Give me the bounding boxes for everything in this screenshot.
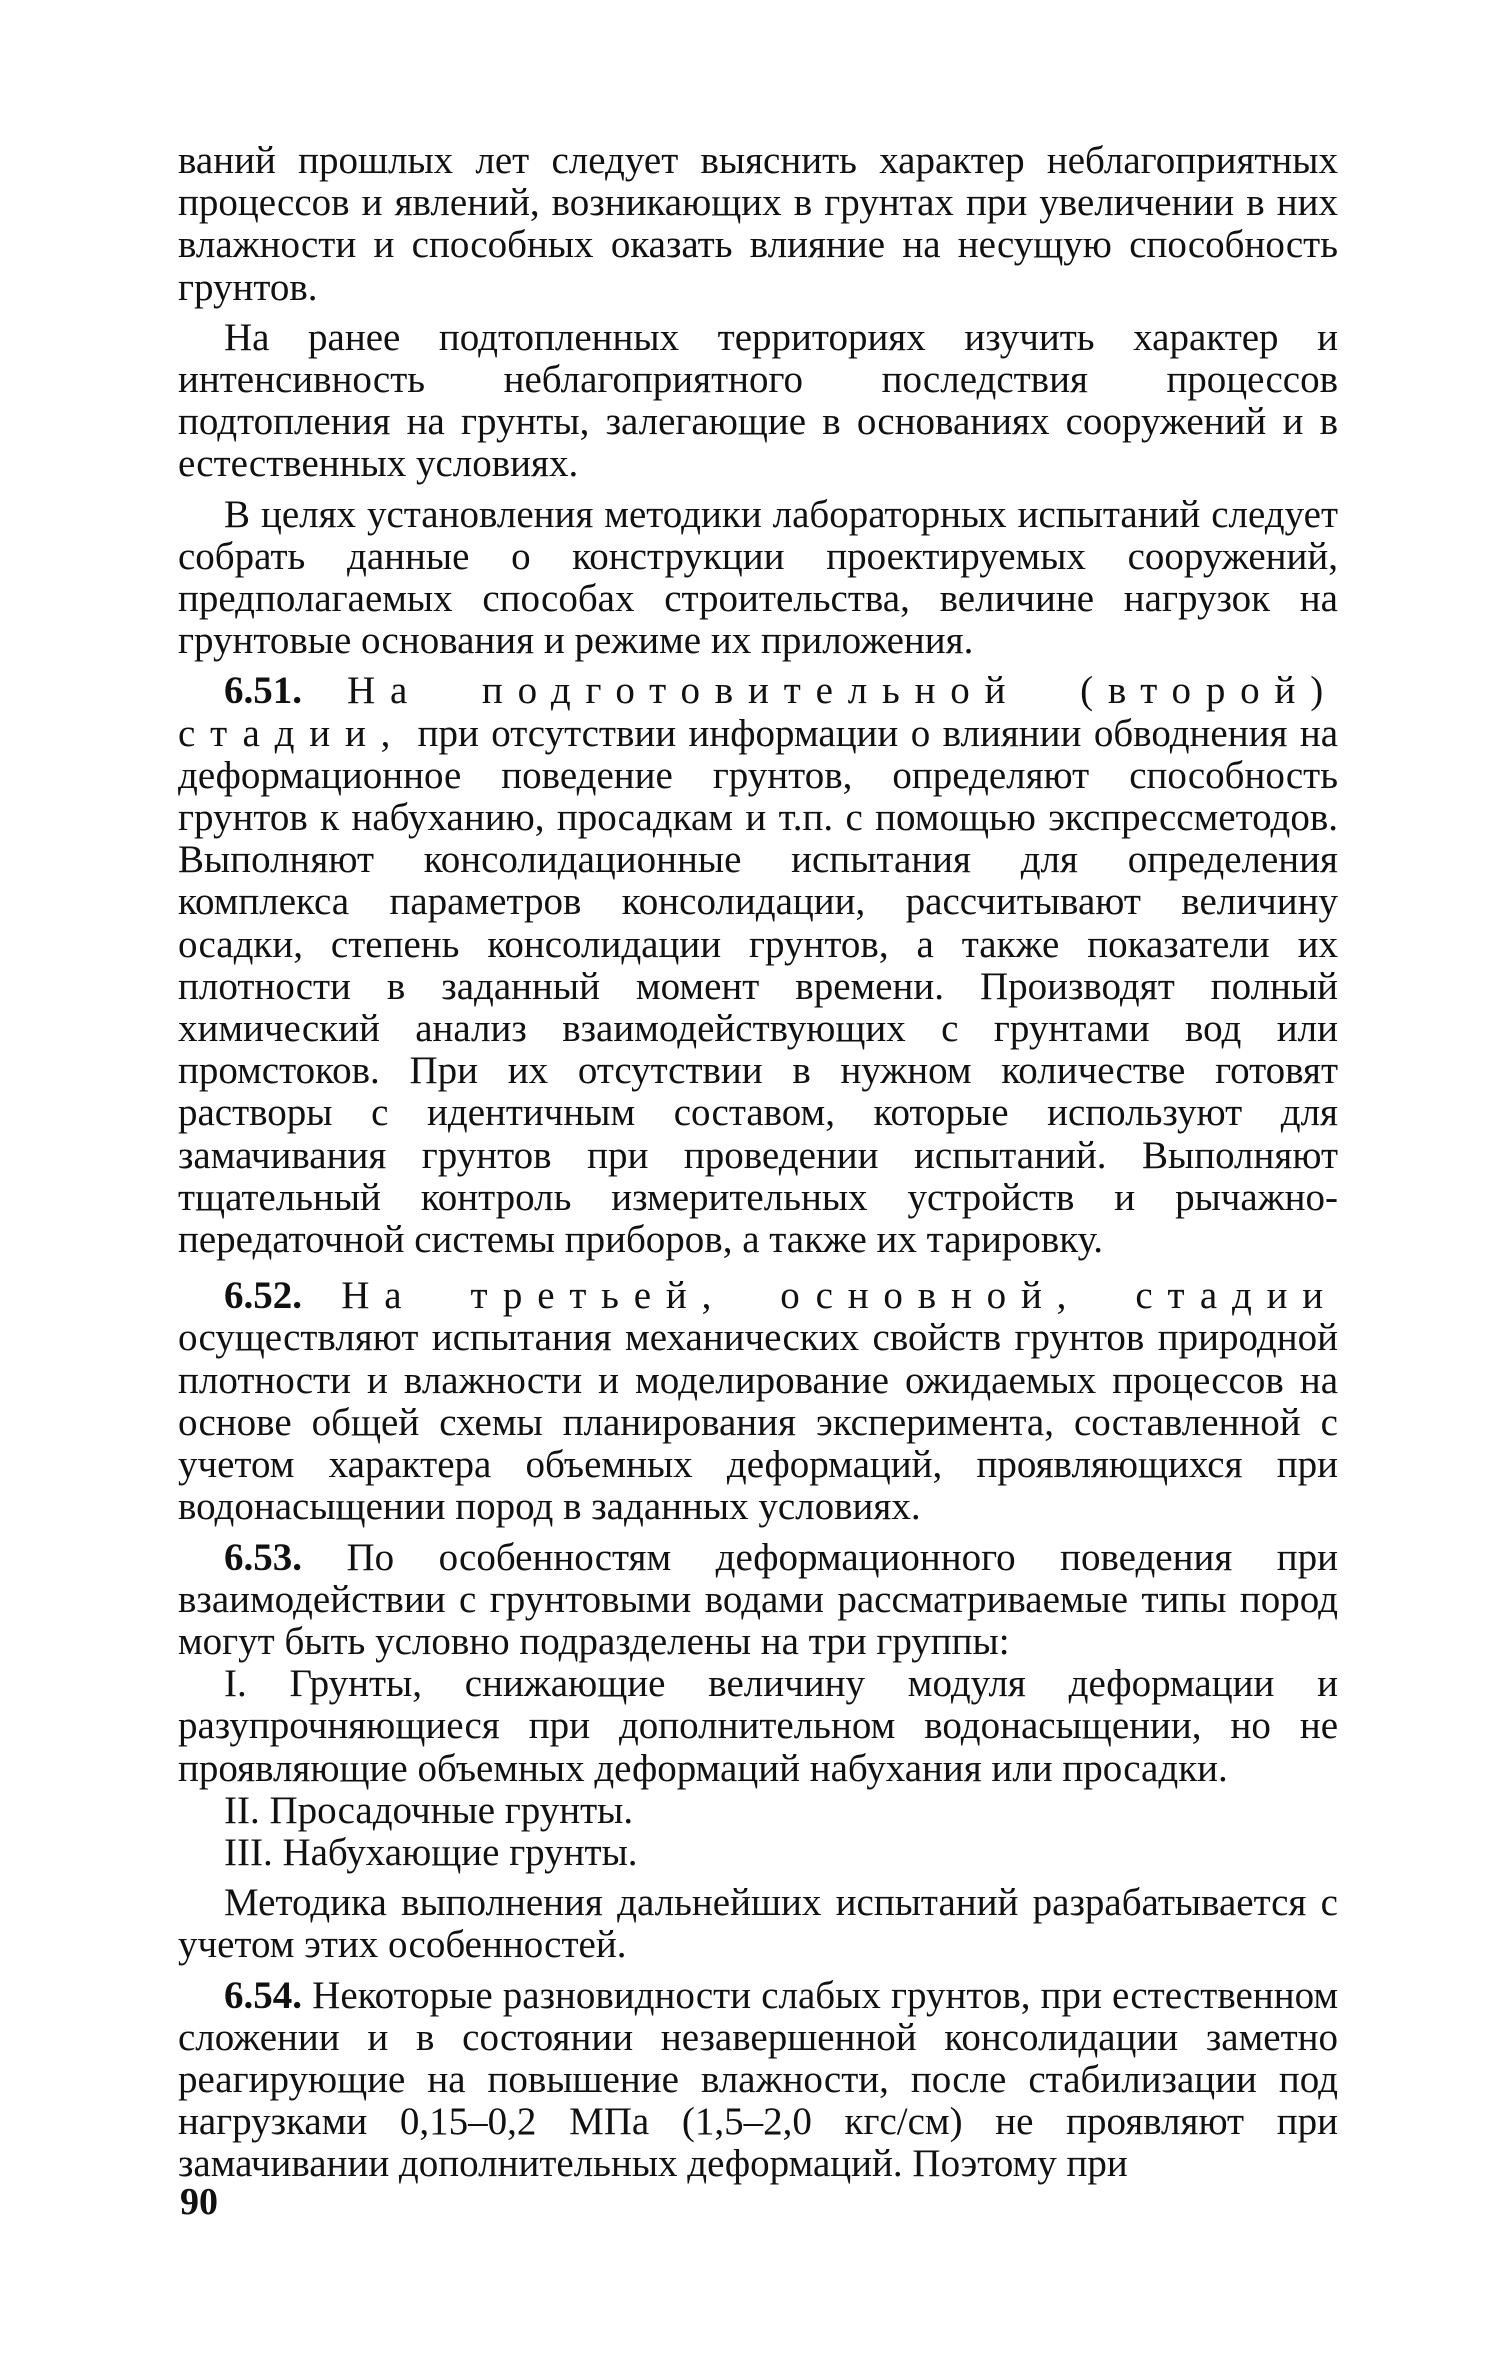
page-number: 90 [180,2181,218,2223]
section-6-54 [178,1975,1338,2186]
section-text: Некоторые разновидности слабых грунтов, при естественном сложении и в состоянии незавершенной консолидации заметно реагирующие на повышение влажности, после стабилизации под нагрузками 0,15–0,2 МПа (1,5–2,0 кгс/см) не проявляют при замачивании дополнительных деформаций. Поэтому при [178,1973,1338,2186]
section-text: По особенностям деформационного поведения при взаимодействии с грунтовыми водами рассматриваемые типы пород могут быть условно подразделены на три группы: [178,1535,1338,1663]
paragraph-methodology: Методика выполнения дальнейших испытаний разрабатывается с учетом этих особенностей. [178,1881,1338,1967]
section-stage-title: На третьей, основной, стадии [341,1274,1338,1318]
section-stage-title: На подготовительной (второй) стадии, [178,669,1339,755]
section-text: при отсутствии информации о влиянии обводнения на деформационное поведение грунтов, определяют способность грунтов к набуханию, просадкам и т.п. с помощью экспрессметодов. Выполняют консолидационные испытания для определения комплекса параметров консолидации, рассчитывают величину осадки, степень консолидации грунтов, а также показатели их плотности в заданный момент времени. Производят полный химический анализ взаимодействующих с грунтами вод или промстоков. При их отсутствии в нужном количестве готовят растворы с идентичным составом, которые используют для замачивания грунтов при проведении испытаний. Выполняют тщательный контроль измерительных устройств и рычажно-передаточной системы приборов, а также их тарировку. [178,711,1339,1262]
section-6-51 [178,670,1338,1261]
section-number: 6.51. [224,669,302,713]
section-number: 6.52. [224,1274,302,1318]
paragraph-continuation: ваний прошлых лет следует выяснить характер неблагоприятных процессов и явлений, возникающих в грунтах при увеличении в них влажности и способных оказать влияние на несущую способность грунтов. [178,139,1338,309]
paragraph-lab-methods: В целях установления методики лабораторных испытаний следует собрать данные о конструкции проектируемых сооружений, предполагаемых способах строительства, величине нагрузок на грунтовые основания и режиме их приложения. [178,492,1338,663]
body-text [178,140,1338,2186]
section-text: осуществляют испытания механических свойств грунтов природной плотности и влажности и моделирование ожидаемых процессов на основе общей схемы планирования эксперимента, составленной с учетом характера объемных деформаций, проявляющихся при водонасыщении пород в заданных условиях. [178,1316,1338,1529]
section-6-52 [178,1275,1338,1528]
list-item-group-2: II. Просадочные грунты. [224,1788,634,1832]
section-number: 6.54. [224,1973,302,2017]
paragraph-flooded-territories: На ранее подтопленных территориях изучить характер и интенсивность неблагоприятного последствия процессов подтопления на грунты, залегающие в основаниях сооружений и в естественных условиях. [178,315,1338,486]
section-number: 6.53. [224,1535,302,1579]
list-item-group-3: III. Набухающие грунты. [224,1830,638,1874]
section-6-53 [178,1537,1338,1664]
list-item-group-1: I. Грунты, снижающие величину модуля деформации и разупрочняющиеся при дополнительном водонасыщении, но не проявляющие объемных деформаций набухания или просадки. [178,1662,1338,1790]
